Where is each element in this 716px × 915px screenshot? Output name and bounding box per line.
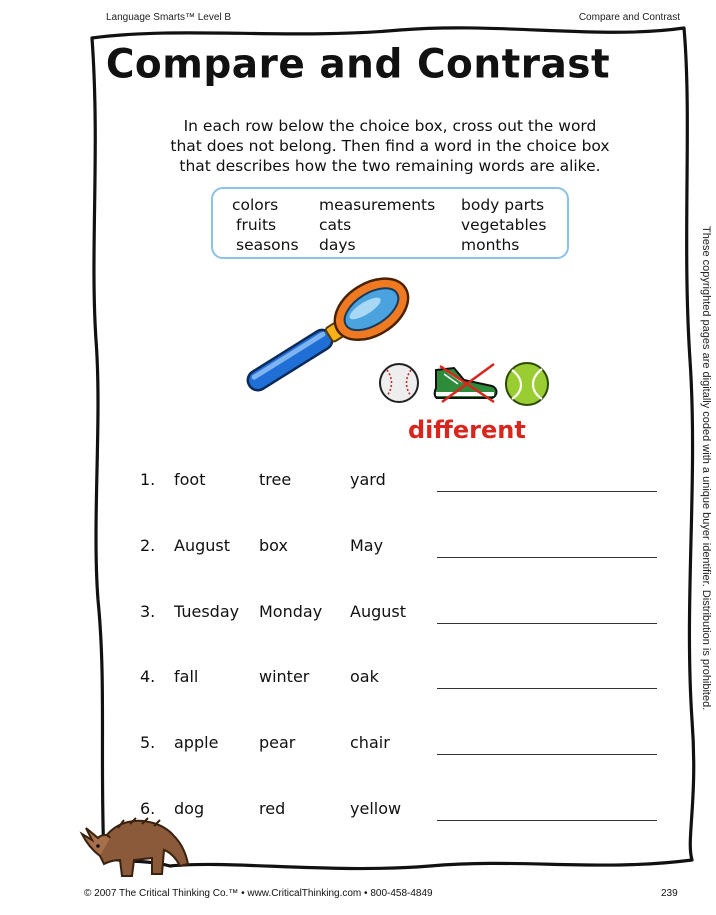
row-number: 2.	[140, 536, 156, 555]
choice-word: months	[461, 236, 520, 254]
choice-word: vegetables	[461, 216, 547, 234]
row-word[interactable]: dog	[174, 799, 205, 818]
answer-line[interactable]	[437, 754, 657, 755]
choice-word: seasons	[236, 236, 299, 254]
row-word[interactable]: box	[259, 536, 288, 555]
choice-word: measurements	[319, 196, 436, 214]
row-word[interactable]: tree	[259, 470, 292, 489]
answer-line[interactable]	[437, 491, 657, 492]
choice-word: cats	[319, 216, 352, 234]
row-word[interactable]: fall	[174, 667, 199, 686]
copyright-side-note	[698, 226, 712, 711]
answer-line[interactable]	[437, 820, 657, 821]
header-series-title: Language Smarts™ Level B	[106, 12, 232, 23]
exercise-row	[0, 667, 716, 691]
choice-word: body parts	[461, 196, 545, 214]
footer-copyright: © 2007 The Critical Thinking Co.™ • www.CriticalThinking.com • 800-458-4849	[84, 888, 433, 899]
triceratops-icon	[78, 812, 190, 882]
choice-word: days	[319, 236, 356, 254]
row-word[interactable]: Tuesday	[174, 602, 240, 621]
row-word[interactable]: winter	[259, 667, 310, 686]
exercise-row	[0, 602, 716, 626]
row-word[interactable]: oak	[350, 667, 379, 686]
row-number: 5.	[140, 733, 156, 752]
answer-line[interactable]	[437, 623, 657, 624]
row-word[interactable]: August	[350, 602, 406, 621]
page-title: Compare and Contrast	[105, 41, 611, 88]
row-word[interactable]: yard	[350, 470, 386, 489]
row-word[interactable]: August	[174, 536, 230, 555]
exercise-row	[0, 536, 716, 560]
exercise-row	[0, 733, 716, 757]
row-word[interactable]: red	[259, 799, 286, 818]
header-section-title: Compare and Contrast	[578, 12, 680, 23]
tennis-ball-icon	[504, 361, 550, 407]
row-word[interactable]: May	[350, 536, 384, 555]
copyright-side-text: These copyrighted pages are digitally coded with a unique buyer identifier. Distribution is prohibited.	[700, 226, 712, 711]
instructions	[120, 116, 660, 176]
choice-word: fruits	[236, 216, 277, 234]
instructions-line-2: that does not belong. Then find a word in the choice box	[170, 137, 610, 155]
choice-word: colors	[232, 196, 279, 214]
instructions-line-1: In each row below the choice box, cross out the word	[183, 117, 597, 135]
row-word[interactable]: yellow	[350, 799, 402, 818]
row-number: 3.	[140, 602, 156, 621]
row-word[interactable]: Monday	[259, 602, 323, 621]
exercise-row	[0, 470, 716, 494]
row-word[interactable]: foot	[174, 470, 206, 489]
row-word[interactable]: apple	[174, 733, 219, 752]
row-number: 4.	[140, 667, 156, 686]
sneaker-icon	[430, 360, 502, 406]
row-word[interactable]: chair	[350, 733, 390, 752]
instructions-line-3: that describes how the two remaining words are alike.	[179, 157, 601, 175]
example-label-different: different	[408, 416, 526, 444]
baseball-icon	[378, 362, 420, 404]
page-number: 239	[661, 888, 678, 899]
answer-line[interactable]	[437, 557, 657, 558]
row-number: 6.	[140, 799, 156, 818]
answer-line[interactable]	[437, 688, 657, 689]
row-word[interactable]: pear	[259, 733, 296, 752]
row-number: 1.	[140, 470, 156, 489]
